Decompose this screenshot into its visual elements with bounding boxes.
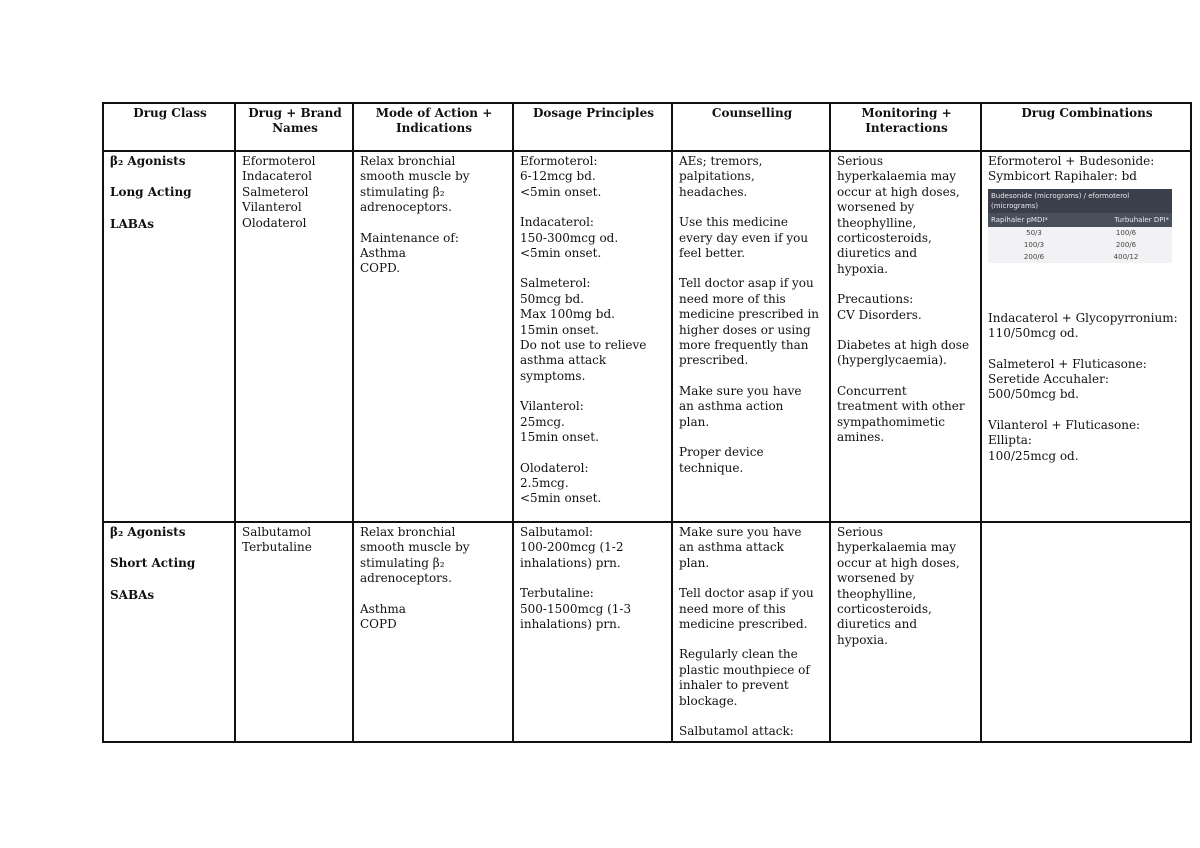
dosage-section: [520, 461, 667, 507]
text-line: Terbutaline:: [520, 586, 594, 601]
text-line: Serious: [837, 154, 884, 168]
text-line: need more of this: [679, 291, 786, 306]
counselling-section: [679, 724, 825, 739]
text-line: technique.: [679, 460, 744, 475]
monitoring-section: [837, 384, 976, 446]
text-line: (hyperglycaemia).: [837, 353, 947, 368]
class-name: β₂ Agonists: [110, 525, 186, 539]
text-line: inhaler to prevent: [679, 678, 789, 693]
text-line: Asthma: [360, 601, 406, 616]
text-line: worsened by: [837, 200, 915, 215]
text-line: Asthma: [360, 246, 406, 261]
text-line: plan.: [679, 414, 710, 429]
cell-mode-of-action: [353, 522, 513, 742]
text-line: Use this medicine: [679, 215, 788, 230]
text-line: COPD: [360, 617, 397, 632]
text-line: 100/25mcg od.: [988, 448, 1079, 463]
text-line: Max 100mg bd.: [520, 307, 615, 322]
cell-mode-of-action: [353, 151, 513, 522]
header-drug-combinations: Drug Combinations: [981, 103, 1191, 151]
text-line: Olodaterol:: [520, 460, 589, 475]
text-line: Vilanterol:: [520, 399, 584, 414]
dosage-section: [520, 525, 667, 571]
cell-drug-class: [103, 522, 235, 742]
text-line: treatment with other: [837, 399, 965, 414]
text-line: Tell doctor asap if you: [679, 276, 814, 291]
dosage-section: [520, 586, 667, 632]
inset-cell: 50/3: [1026, 228, 1042, 237]
combination-section: [988, 311, 1186, 342]
text-line: Salbutamol:: [520, 525, 594, 539]
text-line: inhalations) prn.: [520, 555, 621, 570]
cell-drugs: [235, 522, 353, 742]
text-line: 15min onset.: [520, 322, 599, 337]
text-line: AEs; tremors,: [679, 154, 763, 168]
text-line: stimulating β₂: [360, 555, 445, 570]
text-line: 500/50mcg bd.: [988, 387, 1079, 402]
cell-combinations: [981, 522, 1191, 742]
text-line: plastic mouthpiece of: [679, 662, 810, 677]
cell-counselling: [672, 522, 830, 742]
inset-cell: 100/3: [1023, 240, 1045, 249]
text-line: Make sure you have: [679, 383, 802, 398]
counselling-section: [679, 525, 825, 571]
text-line: occur at high doses,: [837, 184, 960, 199]
counselling-section: [679, 154, 825, 200]
text-line: Make sure you have: [679, 525, 802, 539]
combination-section: [988, 357, 1186, 403]
text-line: Proper device: [679, 445, 764, 460]
text-line: need more of this: [679, 601, 786, 616]
text-line: 50mcg bd.: [520, 291, 585, 306]
text-line: hypoxia.: [837, 261, 888, 276]
text-line: <5min onset.: [520, 246, 602, 261]
text-line: Symbicort Rapihaler: bd: [988, 169, 1137, 184]
text-line: diuretics and: [837, 617, 918, 632]
text-line: symptoms.: [520, 368, 586, 383]
indication-section: [360, 231, 508, 277]
text-line: asthma attack: [520, 353, 607, 368]
counselling-section: [679, 445, 825, 476]
combination-section: [988, 418, 1186, 464]
counselling-section: [679, 276, 825, 368]
class-duration: Long Acting: [110, 185, 192, 200]
mode-section: [360, 525, 508, 587]
text-line: Relax bronchial: [360, 525, 456, 539]
text-line: Ellipta:: [988, 433, 1032, 448]
text-line: blockage.: [679, 693, 738, 708]
text-line: medicine prescribed in: [679, 307, 820, 322]
text-line: smooth muscle by: [360, 169, 470, 184]
header-monitoring: Monitoring + Interactions: [830, 103, 981, 151]
class-duration: Short Acting: [110, 556, 196, 571]
text-line: medicine prescribed.: [679, 617, 808, 632]
text-line: Maintenance of:: [360, 230, 459, 245]
inset-row: [988, 227, 1172, 239]
text-line: Eformoterol + Budesonide:: [988, 154, 1155, 168]
text-line: higher doses or using: [679, 322, 811, 337]
text-line: Salmeterol:: [520, 276, 591, 291]
text-line: Serious: [837, 525, 884, 539]
text-line: stimulating β₂: [360, 184, 445, 199]
text-line: Precautions:: [837, 292, 914, 307]
text-line: Regularly clean the: [679, 647, 798, 662]
header-drug-brand-names: Drug + Brand Names: [235, 103, 353, 151]
drug-name: Salmeterol: [242, 184, 309, 199]
text-line: 15min onset.: [520, 430, 599, 445]
text-line: Diabetes at high dose: [837, 338, 970, 353]
text-line: an asthma action: [679, 399, 784, 414]
cell-combinations: [981, 151, 1191, 522]
dosage-section: [520, 276, 667, 384]
text-line: <5min onset.: [520, 184, 602, 199]
text-line: 100-200mcg (1-2: [520, 540, 624, 555]
text-line: 2.5mcg.: [520, 475, 569, 490]
inset-cell: 200/6: [1023, 252, 1045, 261]
text-line: feel better.: [679, 246, 746, 261]
class-abbrev: SABAs: [110, 587, 155, 602]
text-line: Vilanterol + Fluticasone:: [988, 417, 1141, 432]
inset-col-turbuhaler: Turbuhaler DPI*: [1114, 215, 1169, 224]
cell-drug-class: [103, 151, 235, 522]
text-line: theophylline,: [837, 215, 917, 230]
dosage-section: [520, 399, 667, 445]
counselling-section: [679, 215, 825, 261]
text-line: <5min onset.: [520, 491, 602, 506]
text-line: Salmeterol + Fluticasone:: [988, 356, 1147, 371]
dosage-section: [520, 154, 667, 200]
text-line: palpitations,: [679, 169, 755, 184]
drug-name: Eformoterol: [242, 154, 316, 168]
dosage-inset-table: [988, 189, 1172, 263]
cell-dosage: [513, 522, 672, 742]
text-line: adrenoceptors.: [360, 571, 452, 586]
mode-section: [360, 154, 508, 216]
text-line: Seretide Accuhaler:: [988, 372, 1109, 387]
text-line: smooth muscle by: [360, 540, 470, 555]
header-drug-class: Drug Class: [103, 103, 235, 151]
counselling-section: [679, 384, 825, 430]
monitoring-section: [837, 338, 976, 369]
text-line: Relax bronchial: [360, 154, 456, 168]
inset-header: [988, 213, 1172, 227]
text-line: Indacaterol + Glycopyrronium:: [988, 310, 1178, 325]
text-line: Do not use to relieve: [520, 338, 647, 353]
table-row-laba: [103, 151, 1191, 522]
cell-dosage: [513, 151, 672, 522]
text-line: occur at high doses,: [837, 555, 960, 570]
class-abbrev: LABAs: [110, 216, 154, 231]
text-line: diuretics and: [837, 246, 918, 261]
drug-table: [102, 102, 1192, 743]
cell-counselling: [672, 151, 830, 522]
cell-monitoring: [830, 522, 981, 742]
inset-cell: 100/6: [1115, 228, 1137, 237]
inset-row: [988, 251, 1172, 263]
text-line: inhalations) prn.: [520, 617, 621, 632]
header-counselling: Counselling: [672, 103, 830, 151]
drug-name: Indacaterol: [242, 169, 312, 184]
text-line: sympathomimetic: [837, 414, 946, 429]
table-row-saba: [103, 522, 1191, 742]
text-line: adrenoceptors.: [360, 200, 452, 215]
header-dosage-principles: Dosage Principles: [513, 103, 672, 151]
inset-row: [988, 239, 1172, 251]
text-line: Salbutamol attack:: [679, 724, 794, 739]
header-mode-of-action: Mode of Action + Indications: [353, 103, 513, 151]
counselling-section: [679, 647, 825, 709]
text-line: 25mcg.: [520, 414, 565, 429]
text-line: hyperkalaemia may: [837, 540, 957, 555]
drug-name: Salbutamol: [242, 525, 312, 539]
inset-col-rapihaler: Rapihaler pMDI*: [991, 215, 1048, 224]
text-line: CV Disorders.: [837, 307, 922, 322]
text-line: amines.: [837, 430, 885, 445]
indication-section: [360, 602, 508, 633]
text-line: an asthma attack: [679, 540, 784, 555]
text-line: Tell doctor asap if you: [679, 586, 814, 601]
text-line: every day even if you: [679, 230, 809, 245]
text-line: corticosteroids,: [837, 231, 932, 246]
text-line: worsened by: [837, 571, 915, 586]
text-line: 110/50mcg od.: [988, 326, 1079, 341]
drug-name: Terbutaline: [242, 540, 312, 555]
drug-name: Vilanterol: [242, 200, 302, 215]
monitoring-section: [837, 154, 976, 277]
cell-drugs: [235, 151, 353, 522]
drug-name: Olodaterol: [242, 215, 307, 230]
header-row: [103, 103, 1191, 151]
text-line: corticosteroids,: [837, 602, 932, 617]
inset-title: Budesonide (micrograms) / eformoterol (micrograms): [988, 189, 1172, 213]
text-line: theophylline,: [837, 586, 917, 601]
dosage-section: [520, 215, 667, 261]
text-line: 6-12mcg bd.: [520, 169, 596, 184]
text-line: COPD.: [360, 261, 401, 276]
text-line: 150-300mcg od.: [520, 230, 619, 245]
monitoring-section: [837, 525, 976, 648]
text-line: prescribed.: [679, 353, 749, 368]
monitoring-section: [837, 292, 976, 323]
text-line: headaches.: [679, 184, 748, 199]
text-line: Indacaterol:: [520, 215, 594, 230]
text-line: Eformoterol:: [520, 154, 598, 168]
counselling-section: [679, 586, 825, 632]
text-line: 500-1500mcg (1-3: [520, 601, 632, 616]
class-name: β₂ Agonists: [110, 154, 186, 168]
inset-cell: 400/12: [1113, 252, 1139, 261]
text-line: hypoxia.: [837, 632, 888, 647]
text-line: plan.: [679, 555, 710, 570]
inset-cell: 200/6: [1115, 240, 1137, 249]
text-line: Concurrent: [837, 383, 907, 398]
text-line: more frequently than: [679, 338, 809, 353]
cell-monitoring: [830, 151, 981, 522]
text-line: hyperkalaemia may: [837, 169, 957, 184]
